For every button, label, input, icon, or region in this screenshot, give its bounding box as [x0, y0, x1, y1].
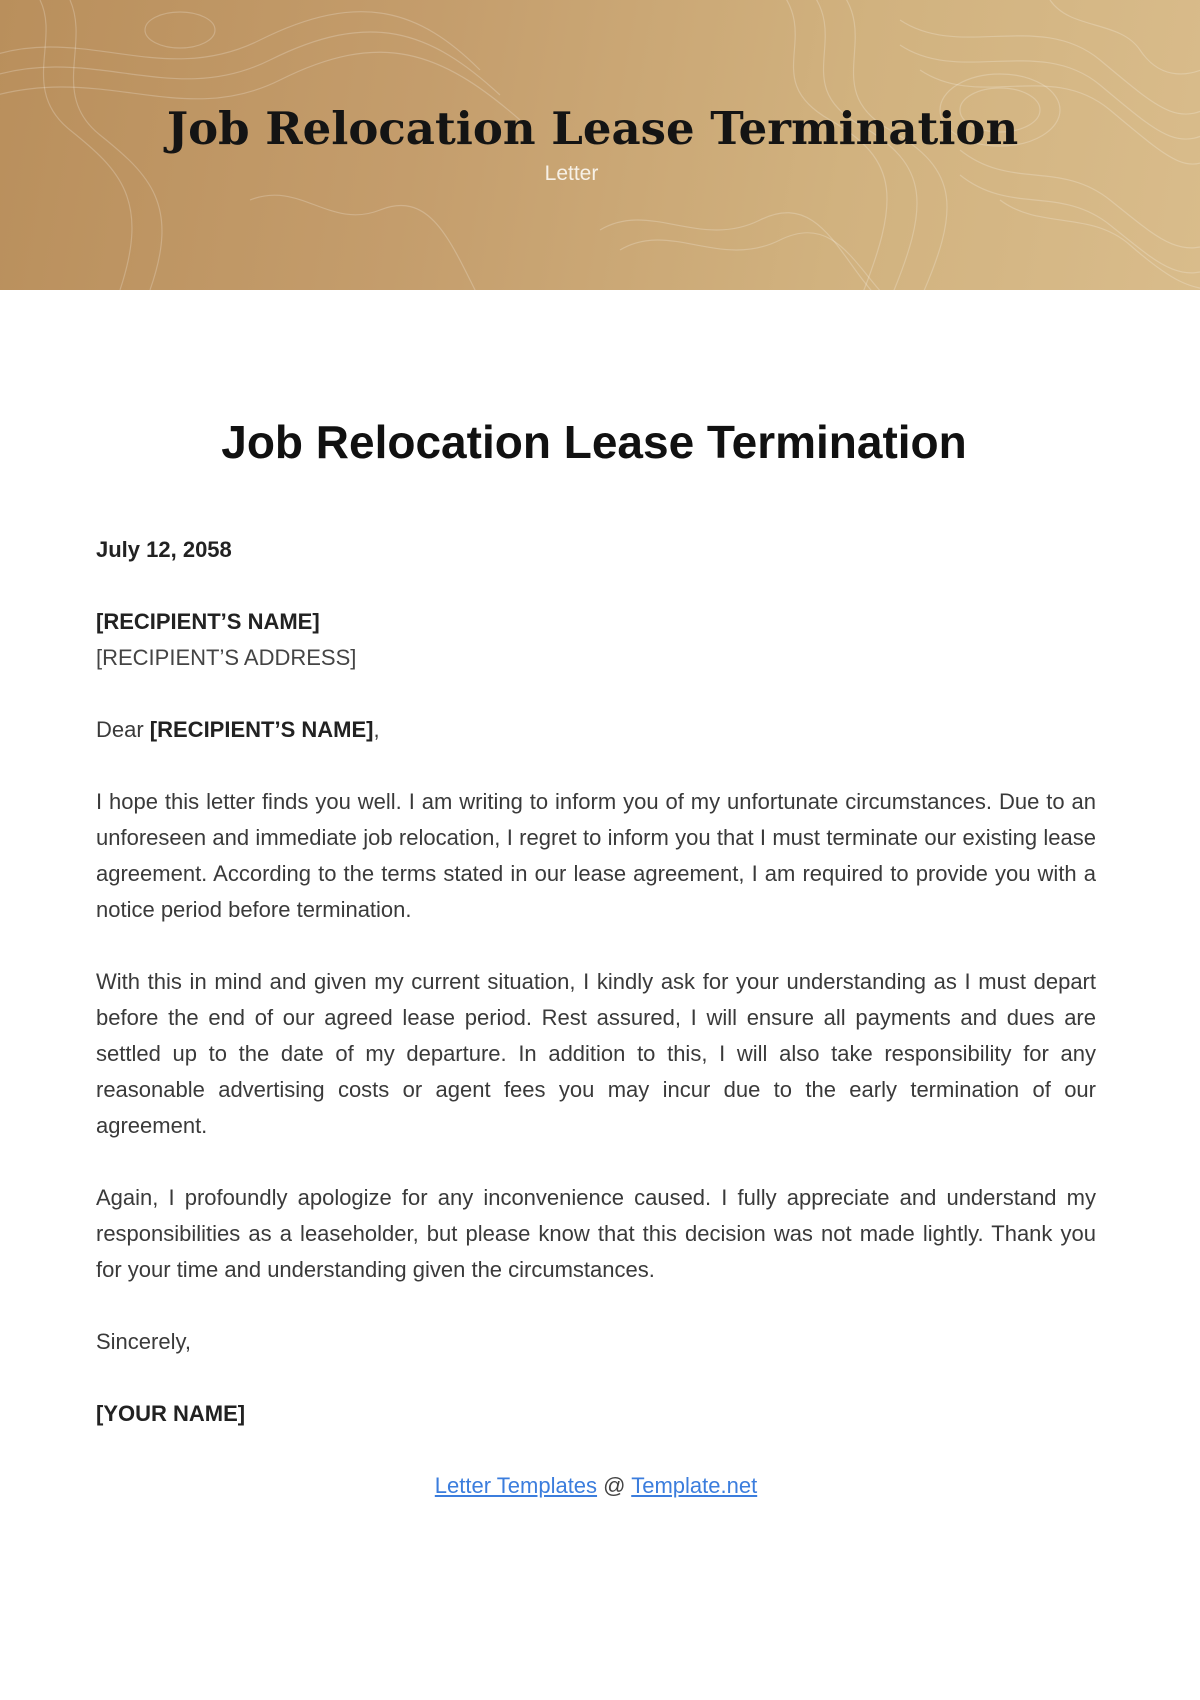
salutation: [96, 712, 1096, 748]
footer-credit: [96, 1468, 1096, 1504]
salutation-suffix: ,: [373, 717, 380, 742]
letter-date: July 12, 2058: [96, 537, 232, 562]
letter-body: [96, 532, 1096, 1504]
salutation-name: [RECIPIENT’S NAME]: [149, 717, 374, 742]
banner-subtitle: Letter: [544, 162, 599, 185]
document-title: Job Relocation Lease Termination: [221, 416, 967, 468]
recipient-address: [RECIPIENT’S ADDRESS]: [96, 645, 357, 670]
letter-templates-link[interactable]: Letter Templates: [434, 1473, 598, 1498]
paragraph-3: Again, I profoundly apologize for any inconvenience caused. I fully appreciate and understand my responsibilities as a leaseholder, but please know that this decision was not made lightly. Thank you for your time and understanding given the circumstances.: [96, 1185, 1096, 1282]
paragraph-2: With this in mind and given my current situation, I kindly ask for your understanding as I must depart before the end of our agreed lease period. Rest assured, I will ensure all payments and dues are settled up to the date of my departure. In addition to this, I will also take responsibility for any reasonable advertising costs or agent fees you may incur due to the early termination of our agreement.: [96, 969, 1096, 1138]
footer-separator: @: [597, 1473, 632, 1498]
recipient-name: [RECIPIENT’S NAME]: [96, 609, 320, 634]
template-net-link[interactable]: Template.net: [631, 1473, 758, 1498]
salutation-prefix: Dear: [96, 717, 150, 742]
closing: Sincerely,: [96, 1329, 191, 1354]
banner-title: Job Relocation Lease Termination: [166, 102, 1019, 155]
paragraph-1: I hope this letter finds you well. I am writing to inform you of my unfortunate circumstances. Due to an unforeseen and immediate job relocation, I regret to inform you that I must terminate our existing lease agreement. According to the terms stated in our lease agreement, I am required to provide you with a notice period before termination.: [96, 789, 1096, 922]
header-banner: [0, 0, 1200, 290]
signature-name: [YOUR NAME]: [96, 1401, 246, 1426]
